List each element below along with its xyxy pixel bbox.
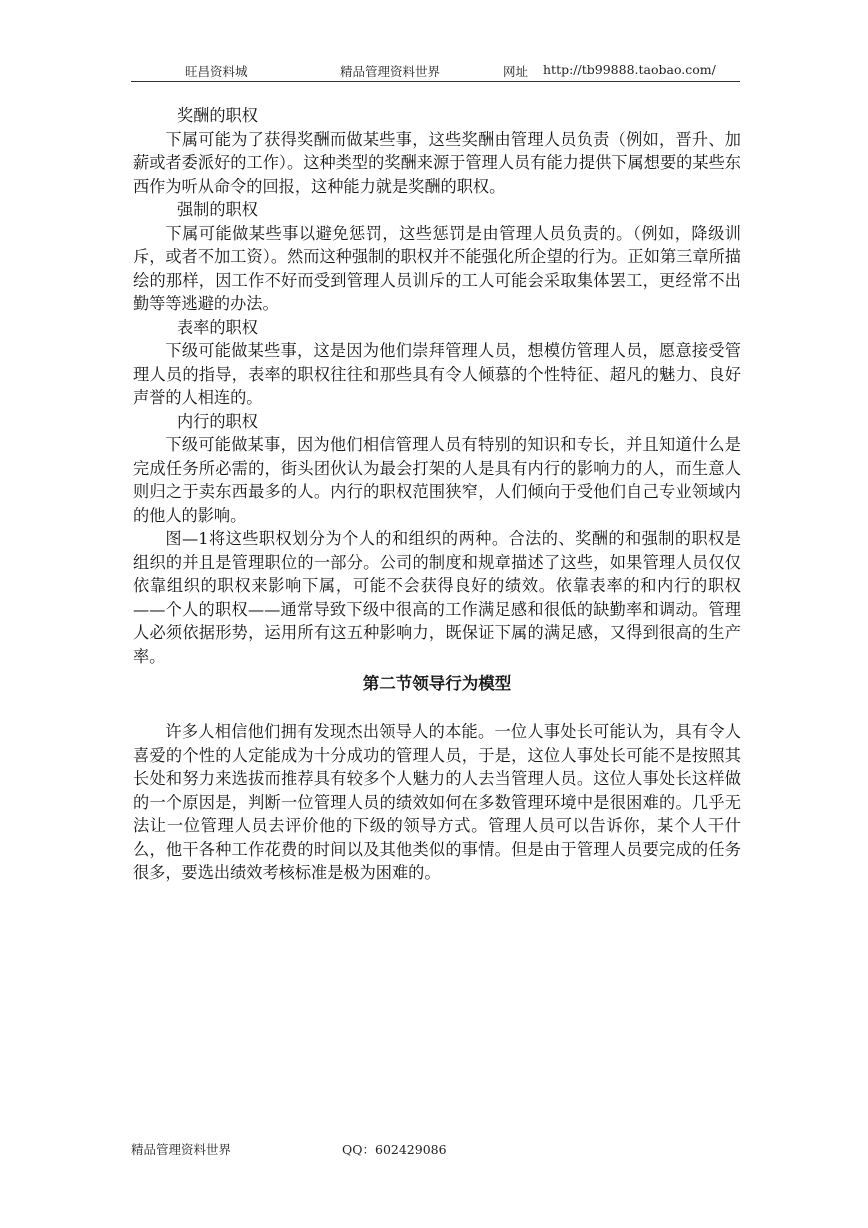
paragraph-referent-power: 下级可能做某些事，这是因为他们崇拜管理人员，想模仿管理人员，愿意接受管理人员的指导，表率的职权往往和那些具有令人倾慕的个性特征、超凡的魅力、良好声誉的人相连的。 [133,341,741,407]
paragraph-leadership-model: 许多人相信他们拥有发现杰出领导人的本能。一位人事处长可能认为，具有令人喜爱的个性的人定能成为十分成功的管理人员，于是，这位人事处长可能不是按照其长处和努力来选拔而推荐具有较多个人魅力的人去当管理人员。这位人事处长这样做的一个原因是，判断一位管理人员的绩效如何在多数管理环境中是很困难的。几乎无法让一位管理人员去评价他的下级的领导方式。管理人员可以告诉你，某个人干什么，他干各种工作花费的时间以及其他类似的事情。但是由于管理人员要完成的任务很多，要选出绩效考核标准是极为困难的。 [133,722,741,882]
subheading-expert-power: 内行的职权 [177,411,258,431]
subheading-referent-power: 表率的职权 [177,317,258,337]
section-spacer [133,696,741,720]
page-header [131,62,740,82]
subheading-coercive-power: 强制的职权 [177,200,258,219]
footer-qq: QQ：602429086 [342,1142,447,1157]
header-shop-name: 旺昌资料城 [185,64,248,79]
header-world-name: 精品管理资料世界 [340,64,441,79]
header-url[interactable]: http://tb99888.taobao.com/ [543,62,716,77]
header-url-label: 网址 [503,64,529,79]
paragraph-coercive-power: 下属可能做某些事以避免惩罚，这些惩罚是由管理人员负责的。（例如，降级训斥，或者不加工资）。然而这种强制的职权并不能强化所企望的行为。正如第三章所描绘的那样，因工作不好而受到管理人员训斥的工人可能会采取集体罢工，更经常不出勤等等逃避的办法。 [133,223,741,313]
header-divider [131,81,740,82]
footer-world-name: 精品管理资料世界 [131,1142,232,1157]
subheading-reward-power: 奖酬的职权 [177,106,258,125]
document-body [133,104,741,885]
paragraph-power-summary: 图—1将这些职权划分为个人的和组织的两种。合法的、奖酬的和强制的职权是组织的并且是管理职位的一部分。公司的制度和规章描述了这些，如果管理人员仅仅依靠组织的职权来影响下属，可能不会获得良好的绩效。依靠表率的和内行的职权——个人的职权——通常导致下级中很高的工作满足感和很低的缺勤率和调动。管理人必须依据形势，运用所有这五种影响力，既保证下属的满足感，又得到很高的生产率。 [133,529,741,666]
section-title: 第二节领导行为模型 [362,674,512,693]
paragraph-reward-power: 下属可能为了获得奖酬而做某些事，这些奖酬由管理人员负责（例如，晋升、加薪或者委派好的工作）。这种类型的奖酬来源于管理人员有能力提供下属想要的某些东西作为听从命令的回报，这种能力就是奖酬的职权。 [133,129,741,196]
paragraph-expert-power: 下级可能做某事，因为他们相信管理人员有特别的知识和专长，并且知道什么是完成任务所必需的，街头团伙认为最会打架的人是具有内行的影响力的人，而生意人则归之于卖东西最多的人。内行的职权范围狭窄，人们倾向于受他们自己专业领域内的他人的影响。 [133,435,741,525]
